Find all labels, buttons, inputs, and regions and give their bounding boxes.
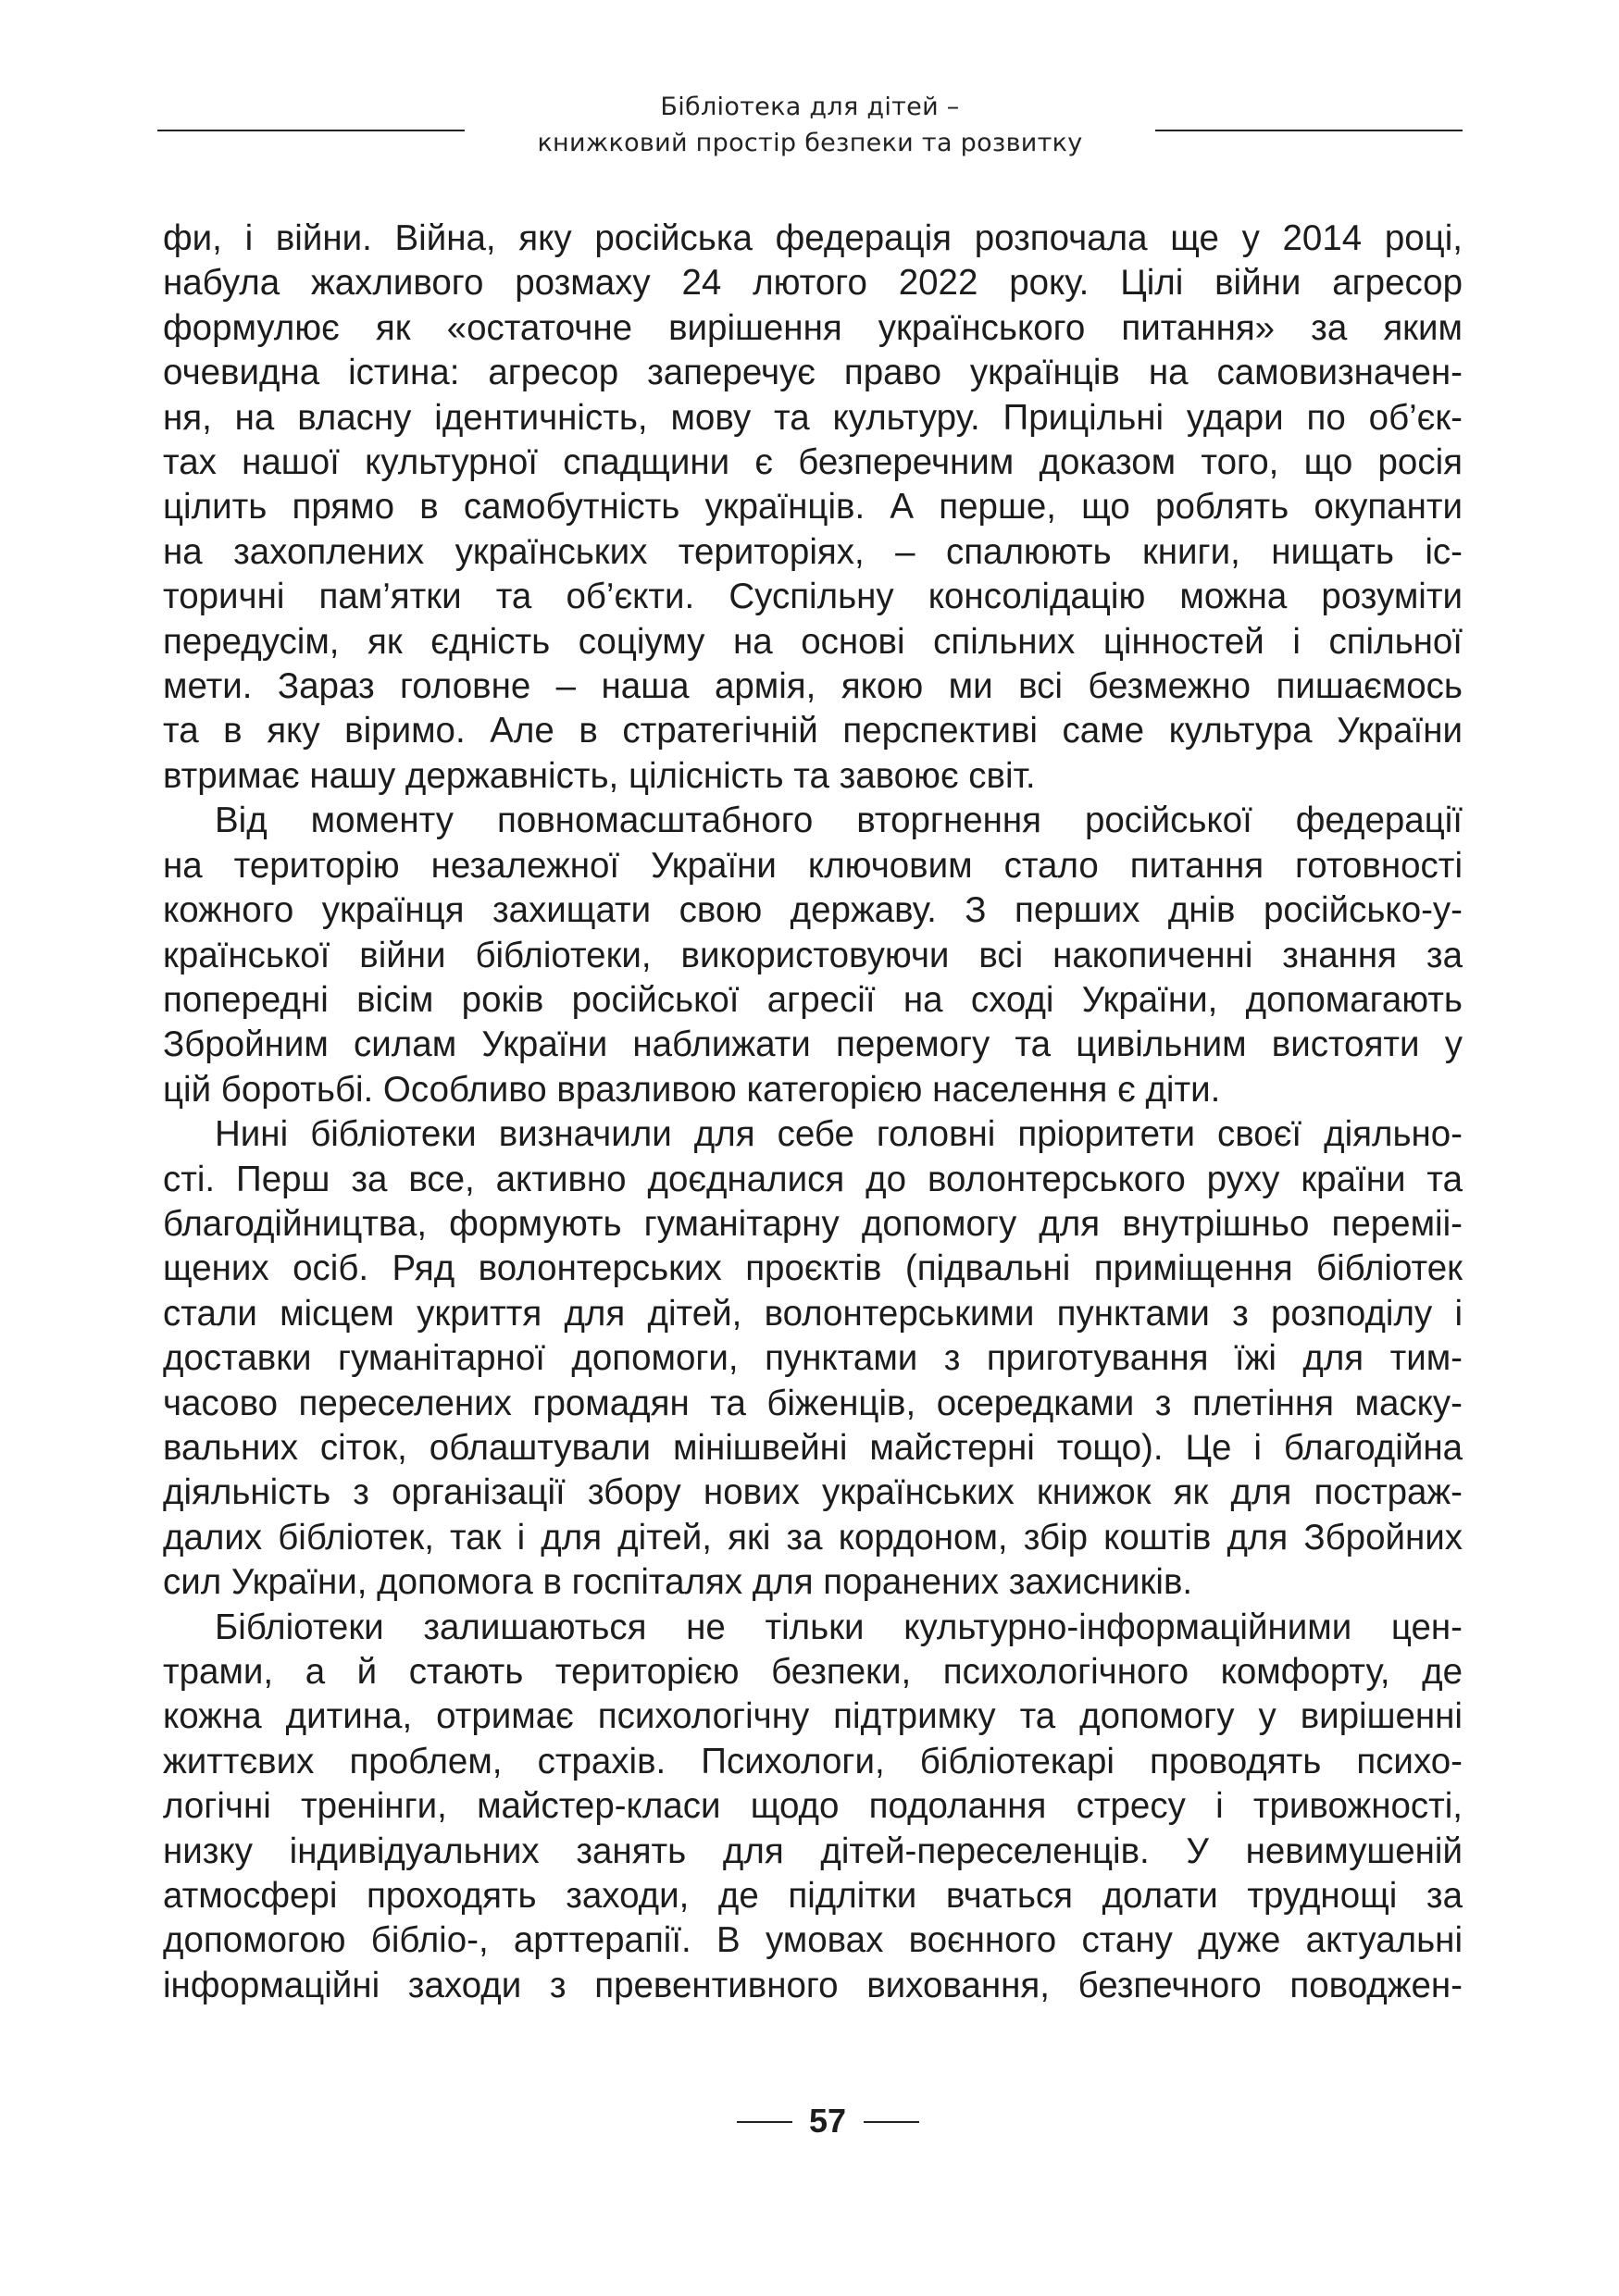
- text-line: доставки гуманітарної допомоги, пунктами з приготування їжі для тим-: [163, 1338, 1463, 1379]
- page-number-dash-left: [737, 2121, 792, 2123]
- text-line: благодійництва, формують гуманітарну допомогу для внутрішньо переміі-: [163, 1203, 1463, 1244]
- text-line: втримає нашу державність, цілісність та завоює світ.: [163, 755, 1036, 796]
- text-line: інформаційні заходи з превентивного виховання, безпечного поводжен-: [163, 1965, 1463, 2005]
- text-line: сті. Перш за все, активно доєдналися до волонтерського руху країни та: [163, 1159, 1463, 1199]
- text-line: на територію незалежної України ключовим стало питання готовності: [163, 845, 1463, 886]
- text-line: набула жахливого розмаху 24 лютого 2022 року. Цілі війни агресор: [163, 263, 1463, 304]
- text-line: очевидна істина: агресор заперечує право українців на самовизначен-: [163, 353, 1463, 393]
- text-line: сил України, допомога в госпіталях для поранених захисників.: [163, 1562, 1193, 1603]
- text-line: низку індивідуальних занять для дітей-переселенців. У невимушеній: [163, 1831, 1463, 1871]
- text-line: цій боротьбі. Особливо вразливою категорією населення є діти.: [163, 1069, 1221, 1110]
- running-header-title: [157, 89, 1463, 161]
- paragraph: [163, 217, 1463, 799]
- text-line: допомогою бібліо-, арттерапії. В умовах воєнного стану дуже актуальні: [163, 1920, 1463, 1961]
- paragraph: [163, 1606, 1463, 2009]
- text-line: щених осіб. Ряд волонтерських проєктів (підвальні приміщення бібліотек: [163, 1248, 1463, 1289]
- text-line: Від моменту повномасштабного вторгнення російської федерації: [215, 800, 1463, 841]
- text-line: на захоплених українських територіях, – спалюють книги, нищать іс-: [163, 531, 1463, 572]
- text-line: атмосфері проходять заходи, де підлітки вчаться долати труднощі за: [163, 1876, 1463, 1917]
- page-number: 57: [808, 2102, 847, 2140]
- text-line: формулює як «остаточне вирішення українського питання» за яким: [163, 307, 1463, 348]
- text-line: країнської війни бібліотеки, використовуючи всі накопиченні знання за: [163, 935, 1463, 975]
- text-line: цілить прямо в самобутність українців. А перше, що роблять окупанти: [163, 487, 1463, 527]
- text-line: тах нашої культурної спадщини є безперечним доказом того, що росія: [163, 442, 1463, 483]
- text-line: кожного українця захищати свою державу. З перших днів російсько-у-: [163, 890, 1463, 931]
- text-line: торичні пам’ятки та об’єкти. Суспільну консолідацію можна розуміти: [163, 577, 1463, 617]
- text-line: логічні тренінги, майстер-класи щодо подолання стресу і тривожності,: [163, 1786, 1463, 1827]
- text-line: передусім, як єдність соціуму на основі спільних цінностей і спільної: [163, 621, 1463, 662]
- text-line: попередні вісім років російської агресії на сході України, допомагають: [163, 979, 1463, 1020]
- running-header: [157, 89, 1463, 172]
- text-line: та в яку віримо. Але в стратегічній перспективі саме культура України: [163, 711, 1463, 751]
- text-line: трами, а й стають територією безпеки, психологічного комфорту, де: [163, 1652, 1463, 1692]
- text-line: Нині бібліотеки визначили для себе головні пріоритети своєї діяльно-: [215, 1114, 1463, 1155]
- header-rule-right: [1155, 130, 1463, 131]
- text-line: кожна дитина, отримає психологічну підтримку та допомогу у вирішенні: [163, 1696, 1463, 1737]
- text-line: мети. Зараз головне – наша армія, якою ми всі безмежно пишаємось: [163, 666, 1463, 707]
- text-line: вальних сіток, облаштували мінішвейні майстерні тощо). Це і благодійна: [163, 1427, 1463, 1468]
- text-line: Збройним силам України наближати перемогу та цивільним вистояти у: [163, 1024, 1463, 1065]
- body-text: [163, 217, 1463, 2008]
- text-line: стали місцем укриття для дітей, волонтерськими пунктами з розподілу і: [163, 1293, 1463, 1334]
- text-line: Бібліотеки залишаються не тільки культурно-інформаційними цен-: [215, 1607, 1463, 1647]
- text-line: ня, на власну ідентичність, мову та культуру. Прицільні удари по об’єк-: [163, 397, 1463, 438]
- page-footer: [0, 2099, 1619, 2143]
- page-number-dash-right: [864, 2121, 919, 2123]
- header-line-1: Бібліотека для дітей –: [660, 93, 960, 121]
- text-line: фи, і війни. Війна, яку російська федерація розпочала ще у 2014 році,: [163, 218, 1463, 258]
- paragraph: [163, 799, 1463, 1112]
- paragraph: [163, 1112, 1463, 1605]
- header-line-2: книжковий простір безпеки та розвитку: [537, 129, 1083, 157]
- text-line: далих бібліотек, так і для дітей, які за кордоном, збір коштів для Збройних: [163, 1517, 1463, 1558]
- text-line: життєвих проблем, страхів. Психологи, бібліотекарі проводять психо-: [163, 1741, 1463, 1781]
- text-line: діяльність з організації збору нових українських книжок як для постраж-: [163, 1472, 1463, 1513]
- text-line: часово переселених громадян та біженців, осередками з плетіння маску-: [163, 1383, 1463, 1423]
